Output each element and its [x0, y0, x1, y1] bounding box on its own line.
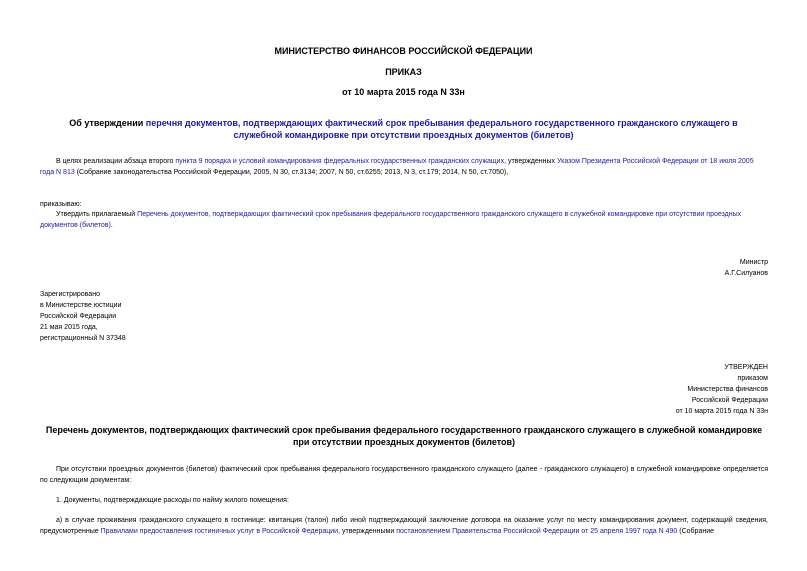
p3-text-1: а) в случае проживания гражданского служащего в гостинице: квитанция (талон) либо иной подтверждающий заключение договора на оказание услуг по месту командирования документ, содержащий сведения, предусмотренные	[40, 517, 768, 535]
approval-line-5: от 10 марта 2015 года N 33н	[675, 408, 768, 415]
body-paragraph-1: При отсутствии проездных документов (билетов) фактический срок пребывания федерального государственного гражданского служащего (далее - гражданского служащего) в служебной командировке определяется по следующим документам:	[40, 466, 768, 484]
approval-line-3: Министерства финансов	[687, 386, 768, 393]
preamble-text-2: , утвержденных	[504, 158, 557, 165]
date-number-heading: от 10 марта 2015 года N 33н	[342, 87, 465, 97]
approval-line-4: Российской Федерации	[691, 397, 768, 404]
p3-link-resolution[interactable]: постановлением Правительства Российской Федерации от 25 апреля 1997 года N 490	[396, 528, 678, 535]
preamble-text-3: (Собрание законодательства Российской Федерации, 2005, N 30, ст.3134; 2007, N 50, ст.6255; 2013, N 3, ст.179; 2014, N 50, ст.7050),	[74, 169, 509, 176]
approval-line-1: УТВЕРЖДЕН	[724, 364, 768, 371]
order-link-list[interactable]: Перечень документов, подтверждающих фактический срок пребывания федерального государственного гражданского служащего в служебной командировке при отсутствии проездных документов (билетов)	[40, 211, 742, 229]
preamble-link-decree[interactable]: Указом Президента Российской Федерации от 18 июля 2005 года N 813	[40, 158, 754, 176]
document-title	[60, 117, 747, 141]
registration-block	[40, 289, 240, 344]
registration-line-4: 21 мая 2015 года,	[40, 324, 98, 331]
doc-type-heading: ПРИКАЗ	[385, 67, 422, 77]
body-paragraph-2: 1. Документы, подтверждающие расходы по найму жилого помещения:	[56, 497, 289, 504]
approval-block	[560, 362, 768, 417]
signature-position: Министр	[739, 259, 768, 266]
order-text-2: .	[110, 222, 113, 229]
list-title: Перечень документов, подтверждающих фактический срок пребывания федерального государственного гражданского служащего в служебной командировке при отсутствии проездных документов (билетов)	[45, 425, 763, 447]
order-paragraph	[40, 209, 768, 231]
signature-name: А.Г.Силуанов	[724, 270, 768, 277]
registration-line-3: Российской Федерации	[40, 313, 117, 320]
order-text-1: Утвердить прилагаемый	[56, 211, 138, 218]
approval-line-2: приказом	[737, 375, 768, 382]
p3-link-rules[interactable]: Правилами предоставления гостиничных услуг в Российской Федерации	[100, 528, 339, 535]
registration-line-1: Зарегистрировано	[40, 291, 100, 298]
registration-line-5: регистрационный N 37348	[40, 335, 126, 342]
registration-line-2: в Министерстве юстиции	[40, 302, 122, 309]
p3-text-3: (Собрание	[677, 528, 715, 535]
preamble-link-procedure[interactable]: пункта 9 порядка и условий командирования федеральных государственных гражданских служащих	[175, 158, 505, 165]
title-link[interactable]: перечня документов, подтверждающих фактический срок пребывания федерального государственного гражданского служащего в служебной командировке при отсутствии проездных документов (билетов)	[145, 118, 738, 140]
p3-text-2: , утвержденными	[338, 528, 397, 535]
signature-block	[560, 257, 768, 279]
order-word: приказываю:	[40, 201, 82, 208]
title-prefix: Об утверждении	[69, 118, 146, 128]
ministry-heading: МИНИСТЕРСТВО ФИНАНСОВ РОССИЙСКОЙ ФЕДЕРАЦИИ	[274, 46, 533, 56]
preamble-paragraph	[40, 156, 768, 178]
preamble-text-1: В целях реализации абзаца второго	[56, 158, 176, 165]
body-paragraph-3	[40, 515, 768, 537]
